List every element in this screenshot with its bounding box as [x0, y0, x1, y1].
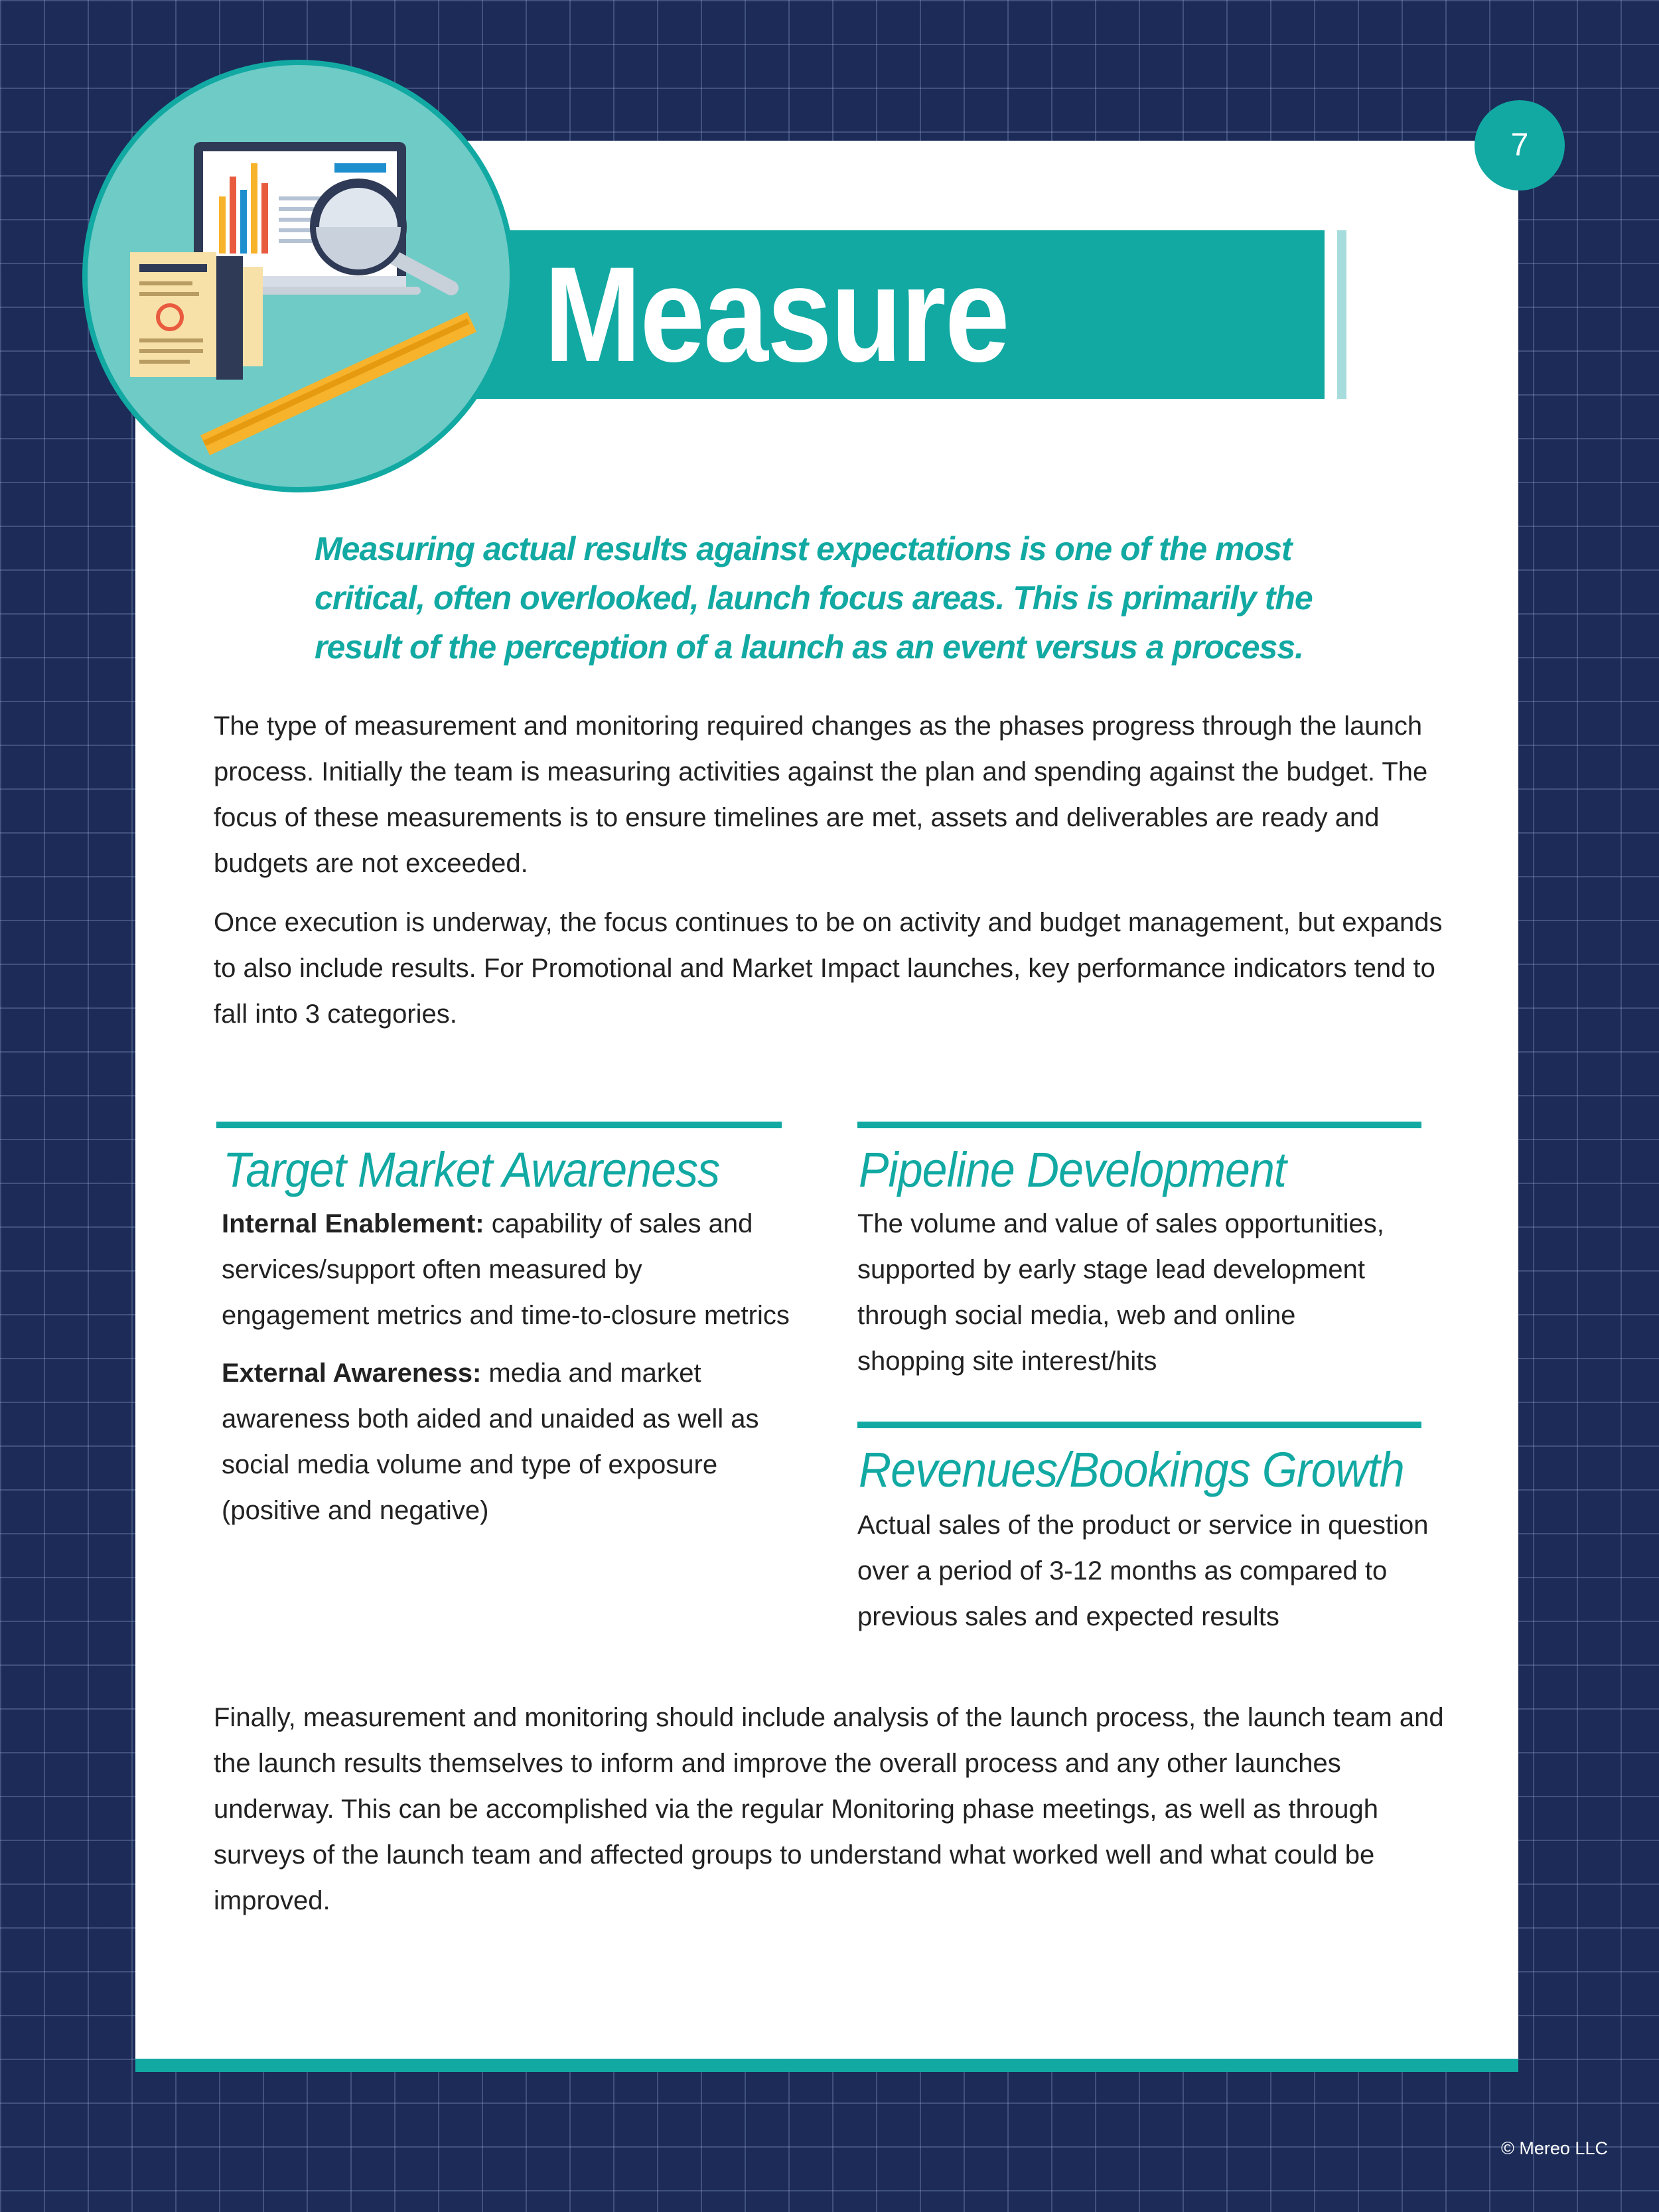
section-rule [216, 1122, 782, 1128]
page-title: Measure [544, 239, 1009, 390]
section-body-pipeline-development: The volume and value of sales opportunities, supported by early stage lead development through social media, web and online shopping site interest/hits [857, 1209, 1384, 1376]
external-awareness-label: External Awareness: [222, 1359, 482, 1388]
section-body-target-market-awareness [222, 1201, 792, 1546]
internal-enablement-text: capability of sales and services/support often measured by engagement metrics and time-to-closure metrics [222, 1209, 790, 1330]
section-title-pipeline-development: Pipeline Development [859, 1142, 1286, 1197]
section-title-revenues-bookings-growth: Revenues/Bookings Growth [859, 1442, 1404, 1497]
external-awareness-text: media and market awareness both aided and unaided as well as social media volume and type of exposure (positive and negative) [222, 1359, 759, 1525]
body-paragraph: The type of measurement and monitoring required changes as the phases progress through the launch process. Initially the team is measuring activities against the plan and spending against the budget. The focus of these measurements is to ensure timelines are met, assets and deliverables are ready and budgets are not exceeded. [214, 711, 1428, 878]
closing-paragraph: Finally, measurement and monitoring should include analysis of the launch process, the launch team and the launch results themselves to inform and improve the overall process and any other launches underway. This can be accomplished via the regular Monitoring phase meetings, as well as through surveys of the launch team and affected groups to understand what worked well and what could be improved. [214, 1703, 1444, 1915]
internal-enablement-label: Internal Enablement: [222, 1209, 484, 1238]
section-title-target-market-awareness: Target Market Awareness [223, 1142, 720, 1197]
page-number-badge: 7 [1475, 100, 1565, 190]
section-rule [857, 1422, 1421, 1428]
external-awareness-item [222, 1351, 792, 1534]
body-paragraph: Once execution is underway, the focus continues to be on activity and budget management, but expands to also include results. For Promotional and Market Impact launches, key performance indicators tend to fall into 3 categories. [214, 908, 1443, 1029]
copyright-notice: © Mereo LLC [1501, 2138, 1608, 2158]
section-body-revenues-bookings-growth: Actual sales of the product or service in question over a period of 3-12 months as compared to previous sales and expected results [857, 1511, 1429, 1631]
bottom-rule [135, 2059, 1518, 2072]
internal-enablement-item [222, 1201, 792, 1339]
section-rule [857, 1122, 1421, 1128]
title-accent-bar [1337, 230, 1346, 399]
analytics-illustration-icon [80, 57, 518, 495]
intro-callout: Measuring actual results against expectations is one of the most critical, often overlooked, launch focus areas. This is primarily the result of the perception of a launch as an event versus a process. [315, 530, 1313, 666]
